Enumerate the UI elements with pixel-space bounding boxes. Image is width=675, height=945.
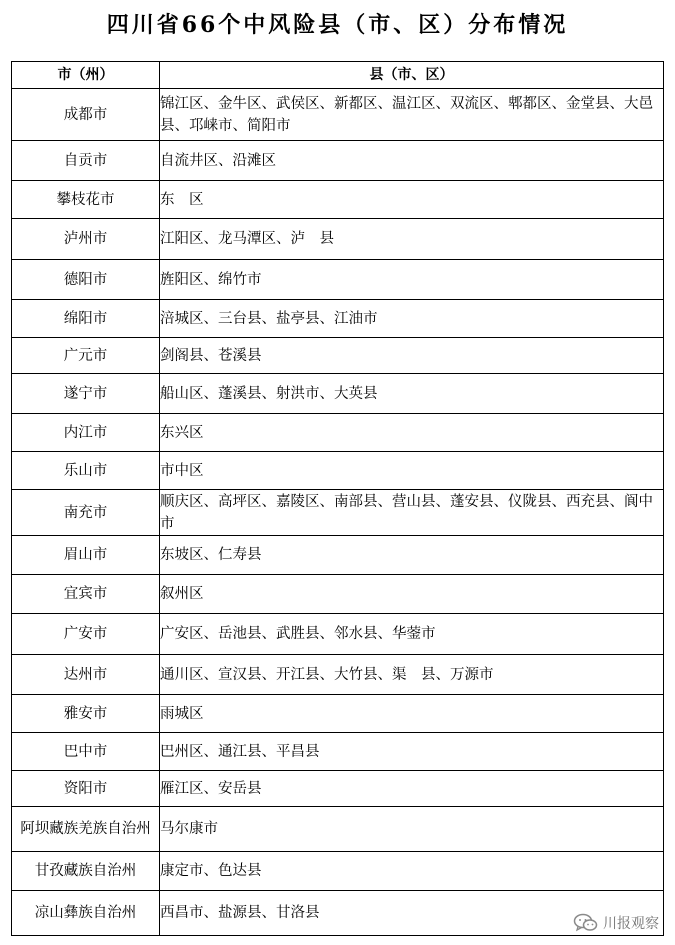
counties-cell: 顺庆区、高坪区、嘉陵区、南部县、营山县、蓬安县、仪陇县、西充县、阆中市 xyxy=(160,490,664,536)
counties-cell: 巴州区、通江县、平昌县 xyxy=(160,733,664,771)
table-row xyxy=(12,374,664,414)
city-cell: 遂宁市 xyxy=(12,374,160,414)
table-row xyxy=(12,452,664,490)
counties-cell: 东坡区、仁寿县 xyxy=(160,536,664,575)
table-row xyxy=(12,414,664,452)
city-cell: 达州市 xyxy=(12,655,160,695)
city-cell: 甘孜藏族自治州 xyxy=(12,852,160,891)
counties-cell: 旌阳区、绵竹市 xyxy=(160,260,664,300)
counties-cell: 东兴区 xyxy=(160,414,664,452)
counties-cell: 马尔康市 xyxy=(160,807,664,852)
table-row xyxy=(12,141,664,181)
table-row xyxy=(12,771,664,807)
table-row xyxy=(12,260,664,300)
table-header-row xyxy=(12,62,664,89)
counties-cell: 锦江区、金牛区、武侯区、新都区、温江区、双流区、郫都区、金堂县、大邑县、邛崃市、简阳市 xyxy=(160,89,664,141)
city-cell: 德阳市 xyxy=(12,260,160,300)
city-cell: 攀枝花市 xyxy=(12,181,160,219)
counties-cell: 西昌市、盐源县、甘洛县 xyxy=(160,891,664,936)
table-row xyxy=(12,490,664,536)
counties-cell: 江阳区、龙马潭区、泸 县 xyxy=(160,219,664,260)
city-cell: 宜宾市 xyxy=(12,575,160,614)
counties-cell: 广安区、岳池县、武胜县、邻水县、华蓥市 xyxy=(160,614,664,655)
table-row xyxy=(12,219,664,260)
column-header-city: 市（州） xyxy=(12,62,160,89)
counties-cell: 船山区、蓬溪县、射洪市、大英县 xyxy=(160,374,664,414)
watermark xyxy=(573,913,659,933)
city-cell: 乐山市 xyxy=(12,452,160,490)
table-row xyxy=(12,733,664,771)
city-cell: 泸州市 xyxy=(12,219,160,260)
counties-cell: 康定市、色达县 xyxy=(160,852,664,891)
city-cell: 资阳市 xyxy=(12,771,160,807)
city-cell: 广安市 xyxy=(12,614,160,655)
counties-cell: 通川区、宣汉县、开江县、大竹县、渠 县、万源市 xyxy=(160,655,664,695)
wechat-icon xyxy=(573,913,599,933)
table-row xyxy=(12,89,664,141)
city-cell: 广元市 xyxy=(12,338,160,374)
table-row xyxy=(12,338,664,374)
table-row xyxy=(12,575,664,614)
table-row xyxy=(12,614,664,655)
city-cell: 绵阳市 xyxy=(12,300,160,338)
counties-cell: 自流井区、沿滩区 xyxy=(160,141,664,181)
counties-cell: 涪城区、三台县、盐亭县、江油市 xyxy=(160,300,664,338)
risk-area-table xyxy=(11,61,664,936)
city-cell: 巴中市 xyxy=(12,733,160,771)
city-cell: 凉山彝族自治州 xyxy=(12,891,160,936)
table-row xyxy=(12,536,664,575)
counties-cell: 雨城区 xyxy=(160,695,664,733)
city-cell: 南充市 xyxy=(12,490,160,536)
page-title: 四川省66个中风险县（市、区）分布情况 xyxy=(106,12,569,38)
table-row xyxy=(12,891,664,936)
table-row xyxy=(12,300,664,338)
city-cell: 眉山市 xyxy=(12,536,160,575)
city-cell: 阿坝藏族羌族自治州 xyxy=(12,807,160,852)
table-row xyxy=(12,655,664,695)
counties-cell: 东 区 xyxy=(160,181,664,219)
city-cell: 自贡市 xyxy=(12,141,160,181)
city-cell: 成都市 xyxy=(12,89,160,141)
watermark-text: 川报观察 xyxy=(603,916,659,932)
table-row xyxy=(12,807,664,852)
column-header-counties: 县（市、区） xyxy=(160,62,664,89)
city-cell: 雅安市 xyxy=(12,695,160,733)
table-row xyxy=(12,852,664,891)
counties-cell: 市中区 xyxy=(160,452,664,490)
counties-cell: 叙州区 xyxy=(160,575,664,614)
table-row xyxy=(12,181,664,219)
city-cell: 内江市 xyxy=(12,414,160,452)
counties-cell: 雁江区、安岳县 xyxy=(160,771,664,807)
table-row xyxy=(12,695,664,733)
counties-cell: 剑阁县、苍溪县 xyxy=(160,338,664,374)
